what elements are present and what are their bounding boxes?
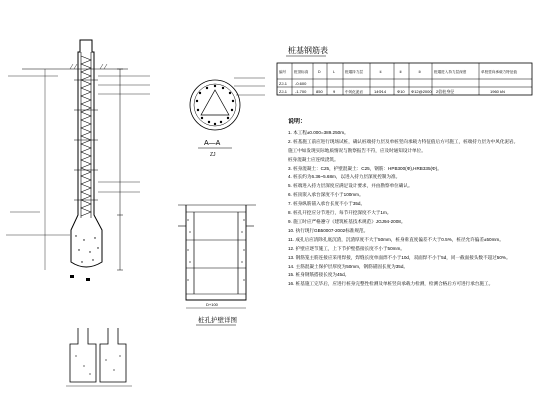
table-cell: 中风化泥岩: [345, 90, 363, 94]
note-line: 4. 桩长约为6.36~5.68m，以进入持力层深度控制为准。: [288, 174, 401, 180]
note-line: 5. 桩端进入持力层深度应满足设计要求，并由勘察单位确认。: [288, 183, 413, 189]
table-header: D: [318, 70, 321, 74]
section-label: A—A: [204, 140, 221, 147]
table-header: 桩端进入持力层深度: [434, 70, 467, 74]
table-cell: 850: [316, 89, 323, 94]
note-line: 施工中如发现实际地质情况与勘察报告不符，应及时通知设计单位。: [288, 147, 426, 153]
table-cell: Φ12@2000: [411, 89, 432, 94]
stepped-detail: [66, 328, 132, 386]
table-header: L: [333, 70, 335, 74]
note-line: 9. 施工时应严格遵守《建筑桩基技术规范》JGJ94-2008。: [288, 218, 406, 224]
note-line: 2. 桩基施工前应进行现场试桩，确认桩端持力层及单桩竖向承载力特征值后方可施工，桩端持力层为中风化泥岩。: [288, 138, 519, 144]
table-header: 桩顶标高: [294, 70, 309, 74]
table-header: 单桩竖向承载力特征值: [481, 70, 517, 74]
note-line: 13. 钢筋笼主筋连接应采用焊接，焊缝长度单面焊不小于10d，双面焊不小于5d，同一截面接头数不超过50%。: [288, 254, 511, 260]
table-cell: 2倍桩身径: [436, 89, 455, 94]
table-title: 桩基钢筋表: [288, 46, 328, 55]
casing-dim: D+100: [206, 302, 218, 307]
table-header: ②: [399, 70, 403, 74]
section-aa: [190, 78, 265, 158]
table-cell: 1960 kN: [490, 89, 505, 94]
casing-detail: [178, 205, 256, 325]
design-notes: [288, 118, 550, 289]
table-header: ①: [379, 70, 383, 74]
note-line: 12. 护壁应逐节施工，上下节护壁搭接长度不小于50mm。: [288, 245, 405, 251]
note-line: 7. 桩身纵筋锚入承台长度不小于35d。: [288, 201, 366, 207]
note-line: 16. 桩基施工完毕后，应进行桩身完整性检测及单桩竖向承载力检测，检测合格后方可进行承台施工。: [288, 281, 494, 287]
section-sublabel: ZJ: [210, 152, 216, 158]
table-header: 编号: [279, 70, 287, 74]
table-cell: -1.700: [295, 89, 307, 94]
note-line: 14. 主筋混凝土保护层厚度为50mm，钢筋锚固长度为35d。: [288, 263, 408, 269]
note-line: 桩身混凝土应连续浇筑。: [288, 156, 339, 162]
notes-heading: 说明：: [288, 119, 307, 125]
note-line: 1. 本工程±0.000=389.250m。: [288, 129, 349, 135]
table-cell: -0.600: [295, 81, 307, 86]
table-cell: ZJ-1: [279, 81, 287, 86]
table-cell: Φ10: [397, 89, 405, 94]
note-line: 3. 桩身混凝土：C25，护壁混凝土：C25，钢筋：HPB300(Φ),HRB335(Φ)。: [288, 165, 442, 171]
table-header: 桩端持力层: [345, 70, 363, 74]
note-line: 11. 成孔后应清除孔底沉渣，沉渣厚度不大于50mm，桩身垂直度偏差不大于0.5%，桩径允许偏差±50mm。: [288, 236, 504, 242]
table-cell: 14Φ14: [374, 89, 387, 94]
note-line: 15. 桩身钢筋搭接长度为45d。: [288, 272, 350, 278]
table-header: ③: [418, 70, 422, 74]
table-cell: ZJ-1: [279, 89, 287, 94]
note-line: 8. 桩孔开挖应分节进行，每节开挖深度不大于1m。: [288, 210, 392, 216]
casing-caption: 桩孔护壁详图: [198, 317, 237, 324]
note-line: 6. 桩顶嵌入承台深度不小于100mm。: [288, 192, 364, 198]
pile-elevation: [6, 40, 150, 281]
table-cell: 9: [333, 89, 336, 94]
rebar-table: [277, 45, 532, 95]
note-line: 10. 执行现行GB50007-2002标准规范。: [288, 227, 369, 233]
